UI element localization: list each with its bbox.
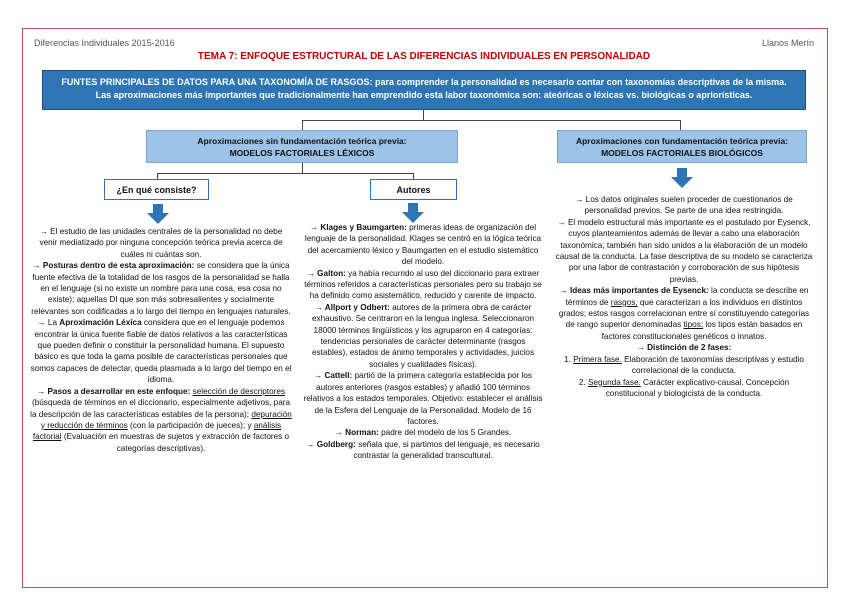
autores-column	[303, 222, 543, 462]
arrow-down-icon	[671, 168, 693, 188]
intro-banner	[42, 70, 806, 110]
lexical-approach-term: Aproximación Léxica	[59, 318, 142, 328]
consiste-label: ¿En qué consiste?	[116, 184, 197, 195]
arrow-down-icon	[147, 204, 169, 224]
connector-right-drop	[680, 120, 681, 130]
consiste-column	[30, 226, 292, 454]
arrow-down-icon	[402, 203, 424, 223]
autores-label: Autores	[396, 184, 431, 195]
phases-heading-line	[555, 342, 813, 353]
connector-lexical-horizontal	[157, 173, 413, 174]
eysenck-text-3: los tipos están basados en factores constitucionales genéticos o innatos.	[601, 320, 803, 341]
connector-left-drop	[302, 120, 303, 130]
author-text: ya había recurrido al uso del diccionario para extraer términos referidos a características personales pero su trabajo se ha definido como asistemático, reducido y carente de impacto.	[304, 268, 542, 301]
consiste-box	[104, 179, 209, 200]
author-name: → Galton:	[306, 268, 346, 278]
step-selection: selección de descriptores	[192, 386, 285, 396]
banner-text: FUNTES PRINCIPALES DE DATOS PARA UNA TAXONOMÍA DE RASGOS: para comprender la personalidad es necesario contar con taxonomías descriptivas de la misma. Las aproximaciones más importantes que tradicionalmente han emprendido esta labor taxonómica son: ateóricas o léxicas vs. biológicas o apriorísticas.	[61, 77, 787, 100]
biological-paragraph-1	[555, 194, 813, 217]
phase-text: Elaboración de taxonomías descriptivas y estudio correlacional de la conducta.	[621, 354, 804, 376]
phase-2	[555, 377, 813, 400]
step-factor-analysis: análisis factorial	[32, 420, 282, 442]
author-text: padre del modelo de los 5 Grandes.	[378, 428, 512, 438]
author-text: partió de la primera categoría establecida por los autores anteriores (rasgos estables) y añadió 100 términos relativos a los estados temporales. Objetivo: establecer el análisis de la Esfera del Lenguaje de la Personalidad. Modelo de 16 factores.	[303, 371, 543, 426]
eysenck-heading: → Ideas más importantes de Eysenck:	[559, 286, 709, 296]
author-text: señala que, si partimos del lenguaje, es necesario contrastar la generalidad transcultural.	[353, 439, 540, 461]
consiste-paragraph-3	[30, 317, 292, 385]
author-galton	[303, 268, 543, 302]
phase-1	[555, 354, 813, 377]
phases-heading: → Distinción de 2 fases:	[636, 343, 732, 353]
connector-top-horizontal	[302, 120, 680, 121]
step-reduction-text: (con la participación de jueces); y	[127, 420, 254, 430]
author-header: Llanos Merín	[761, 38, 814, 48]
page-title: TEMA 7: ENFOQUE ESTRUCTURAL DE LAS DIFERENCIAS INDIVIDUALES EN PERSONALIDAD	[197, 51, 651, 62]
author-name: → Allport y Odbert:	[314, 302, 390, 312]
step-selection-text: (búsqueda de términos en el diccionario, especialmente adjetivos, para la descripción de las características estables de la persona);	[30, 398, 291, 419]
consiste-text-1: → El estudio de las unidades centrales de la personalidad no debe venir mediatizado por ninguna concepción teórica previa acerca de cuáles ni cuántas son.	[39, 227, 283, 259]
biological-text-1: → Los datos originales suelen proceder de cuestionarios de personalidad previos. Se parte de una idea restringida.	[575, 195, 793, 216]
course-header: Diferencias Individuales 2015-2016	[34, 38, 175, 48]
biological-text-2: → El modelo estructural más importante es el postulado por Eysenck, cuyos planteamientos además de llevar a cabo una elaboración taxonómica, también han sido unidos a la elaboración de un modelo causal de la conducta. La fase descriptiva de su modelo se caracteriza por una labor de contrastación y corroboración de sus hipótesis previas.	[555, 217, 813, 284]
phase-title: Segunda fase.	[587, 377, 641, 387]
consiste-paragraph-1	[30, 226, 292, 260]
lexical-models-label: Aproximaciones sin fundamentación teórica previa: MODELOS FACTORIALES LÉXICOS	[197, 135, 407, 158]
biological-column	[555, 194, 813, 399]
author-name: → Klages y Baumgarten:	[309, 223, 407, 232]
author-name: → Cattell:	[314, 371, 353, 381]
phase-number: 1.	[564, 354, 574, 364]
author-name: → Norman:	[334, 428, 379, 438]
connector-lexical-vertical	[302, 163, 303, 173]
step-reduction: depuración y reducción de términos	[40, 409, 292, 430]
author-cattell	[303, 370, 543, 427]
connector-center-vertical	[423, 110, 424, 120]
author-klages	[303, 222, 543, 268]
term-rasgos: rasgos,	[610, 297, 638, 307]
biological-paragraph-3	[555, 285, 813, 342]
biological-models-label: Aproximaciones con fundamentación teórica previa: MODELOS FACTORIALES BIOLÓGICOS	[575, 135, 789, 158]
biological-models-box	[557, 130, 807, 163]
lexical-approach-text: considera que en el lenguaje podemos encontrar la única fuente fiable de datos relativos a las características que pueden definir o constituir la personalidad humana. El supuesto básico es que toda la gama posible de características personales que somos capaces de detectar, queda plasmada a lo largo del tiempo en el idioma.	[30, 318, 292, 385]
author-text: primeras ideas de organización del lenguaje de la personalidad. Klages se centró en la lógica teórica del acercamiento léxico y Baumgarten en el estudio sistemático del modelo.	[304, 223, 542, 267]
author-norman	[303, 427, 543, 438]
lexical-prefix: → La	[37, 318, 60, 328]
step-factor-analysis-text: (Evaluación en muestras de sujetos y extracción de factores o categorías descriptivas).	[61, 432, 290, 453]
phase-number: 2.	[578, 377, 588, 387]
eysenck-text-2: que caracterizan a los individuos en distintos grados; estos rasgos correlacionan entre sí constituyendo categorías de rango superior denominadas	[558, 297, 810, 330]
phase-title: Primera fase.	[573, 354, 622, 364]
biological-paragraph-2	[555, 217, 813, 285]
consiste-paragraph-4	[30, 386, 292, 454]
eysenck-text-1: la conducta se describe en términos de	[565, 286, 809, 307]
postures-text: se considera que la única fuente efectiva de la totalidad de los rasgos de la personalidad se halla en el lenguaje (si no existe un nombre para una cosa, esa cosa no existe); aquellas DI que son más sobresalientes y socialmente relevantes son codificadas a lo largo del tiempo en lenguajes naturales.	[31, 261, 291, 316]
postures-heading: → Posturas dentro de esta aproximación:	[32, 261, 195, 271]
author-text: autores de la primera obra de carácter exhaustivo. Se centraron en la lengua inglesa. Seleccionaron 18000 términos lingüísticos y los agruparon en 4 categorías: tendencias personales de carácter determinante (rasgos estables), estados de ánimo temporales y actividades, juicios sociales y cualidades físicas).	[311, 302, 535, 369]
phase-text: Carácter explicativo-causal. Concepción constitucional y biologicista de la conducta.	[605, 377, 790, 398]
term-tipos: tipos;	[683, 320, 704, 330]
author-goldberg	[303, 439, 543, 462]
author-name: → Goldberg:	[306, 439, 356, 449]
steps-heading: → Pasos a desarrollar en este enfoque:	[36, 386, 191, 396]
autores-box	[370, 179, 457, 200]
lexical-models-box	[146, 130, 458, 163]
consiste-paragraph-2	[30, 260, 292, 317]
author-allport	[303, 302, 543, 370]
